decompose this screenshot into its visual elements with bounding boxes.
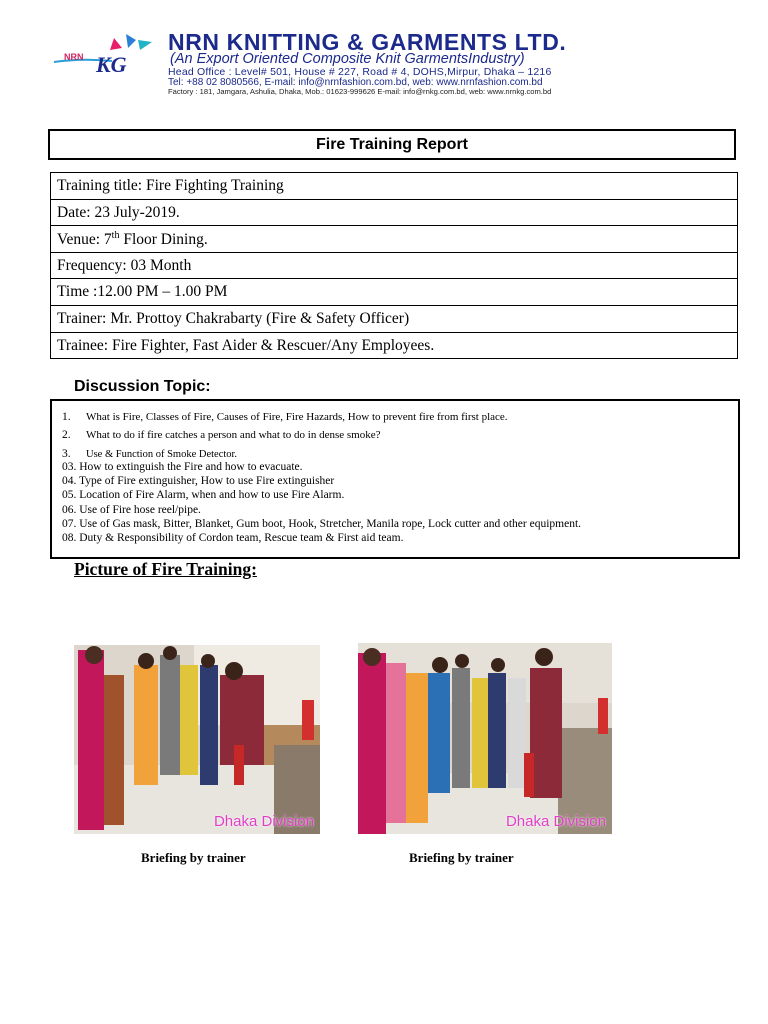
training-time: Time :12.00 PM – 1.00 PM <box>51 279 738 306</box>
topic-item: 03. How to extinguish the Fire and how to evacuate. <box>62 461 303 473</box>
topic-item: 04. Type of Fire extinguisher, How to use Fire extinguisher <box>62 475 335 487</box>
training-info-table <box>50 172 738 359</box>
info-row-trainer <box>51 305 738 332</box>
training-date: Date: 23 July-2019. <box>51 199 738 226</box>
contact-line: Tel: +88 02 8080566, E-mail: info@nrnfashion.com.bd, web: www.nrnfashion.com.bd <box>168 77 543 88</box>
training-venue <box>51 226 738 253</box>
svg-text:NRN: NRN <box>64 52 84 62</box>
training-trainee: Trainee: Fire Fighter, Fast Aider & Rescuer/Any Employees. <box>51 332 738 359</box>
info-row-time <box>51 279 738 306</box>
company-logo <box>52 28 156 76</box>
topic-number: 3. <box>62 448 71 460</box>
info-row-date <box>51 199 738 226</box>
training-trainer: Trainer: Mr. Prottoy Chakrabarty (Fire & Safety Officer) <box>51 305 738 332</box>
factory-address: Factory : 181, Jamgara, Ashulia, Dhaka, Mob.: 01623-999626 E-mail: info@rnkg.com.bd, web: www.nrnkg.com.bd <box>168 87 552 96</box>
training-photo-2 <box>358 643 612 834</box>
venue-suffix: Floor Dining. <box>119 230 208 248</box>
topic-number: 2. <box>62 429 71 441</box>
pictures-heading: Picture of Fire Training: <box>74 559 257 579</box>
photo-watermark: Dhaka Division <box>213 813 314 830</box>
topic-item <box>62 425 732 443</box>
topic-item: 05. Location of Fire Alarm, when and how to use Fire Alarm. <box>62 489 345 501</box>
photo-watermark: Dhaka Division <box>505 813 606 830</box>
training-photo-2-image <box>358 643 612 834</box>
company-tagline: (An Export Oriented Composite Knit GarmentsIndustry) <box>170 51 525 67</box>
company-name: NRN KNITTING & GARMENTS LTD. <box>168 29 567 55</box>
training-photo-1 <box>74 645 320 834</box>
venue-prefix: Venue: 7 <box>57 230 112 248</box>
report-title <box>48 129 736 160</box>
discussion-topics-box <box>50 399 740 559</box>
svg-text:KG: KG <box>96 52 127 76</box>
info-row-frequency <box>51 252 738 279</box>
info-row-title <box>51 173 738 200</box>
report-title-text: Fire Training Report <box>315 135 468 153</box>
info-row-trainee <box>51 332 738 359</box>
discussion-heading: Discussion Topic: <box>74 378 211 395</box>
training-frequency: Frequency: 03 Month <box>51 252 738 279</box>
training-photo-1-image <box>74 645 320 834</box>
info-row-venue <box>51 226 738 253</box>
photo-caption: Briefing by trainer <box>141 850 246 865</box>
head-office-address: Head Office : Level# 501, House # 227, Road # 4, DOHS,Mirpur, Dhaka – 1216 <box>168 66 552 78</box>
topic-item <box>62 407 732 425</box>
topic-text: What to do if fire catches a person and what to do in dense smoke? <box>86 429 381 441</box>
topic-item <box>62 444 732 462</box>
training-title: Training title: Fire Fighting Training <box>51 173 738 200</box>
topic-text: Use & Function of Smoke Detector. <box>86 449 238 460</box>
topic-text: What is Fire, Classes of Fire, Causes of Fire, Fire Hazards, How to prevent fire from first place. <box>86 411 508 423</box>
topic-item: 06. Use of Fire hose reel/pipe. <box>62 504 201 516</box>
topic-item: 07. Use of Gas mask, Bitter, Blanket, Gum boot, Hook, Stretcher, Manila rope, Lock cutter and other equipment. <box>62 518 582 530</box>
topic-item: 08. Duty & Responsibility of Cordon team, Rescue team & First aid team. <box>62 532 404 544</box>
photo-caption: Briefing by trainer <box>409 850 514 865</box>
topic-number: 1. <box>62 411 71 423</box>
venue-superscript: th <box>111 229 120 241</box>
